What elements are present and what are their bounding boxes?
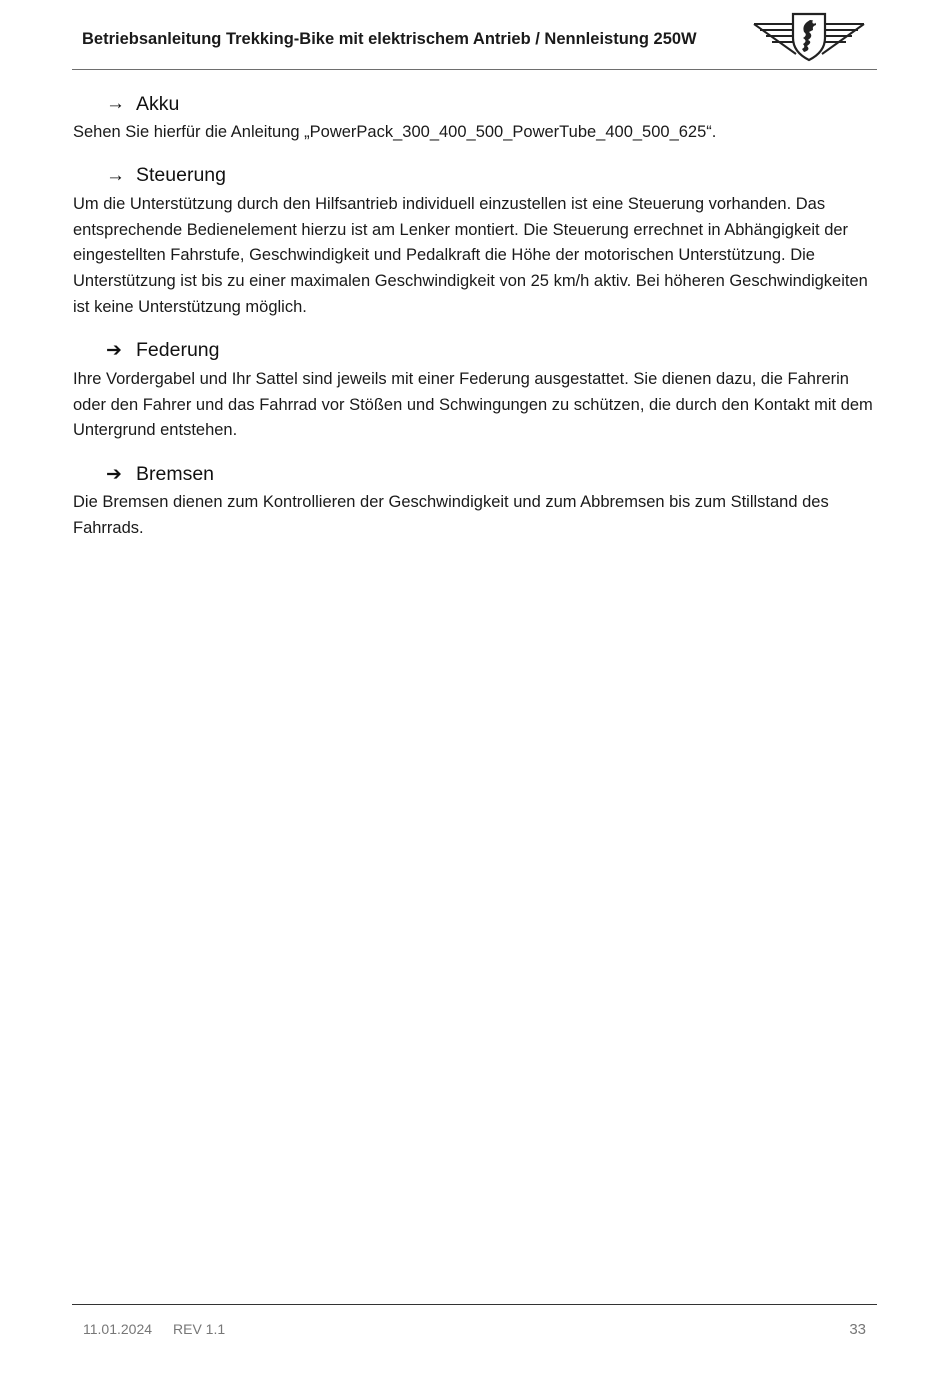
section-heading [106,88,878,120]
paragraph-akku: Sehen Sie hierfür die Anleitung „PowerPack_300_400_500_PowerTube_400_500_625“. [73,123,717,141]
arrow-right-icon: → [106,164,125,186]
section-federung [73,335,878,444]
paragraph-federung: Ihre Vordergabel und Ihr Sattel sind jeweils mit einer Federung ausgestattet. Sie dienen dazu, die Fahrerin oder den Fahrer und das Fahrrad vor Stößen und Schwingungen zu schützen, die durch den Kontakt mit dem Untergrund entstehen. [73,369,873,440]
heading-federung: Federung [136,339,220,362]
heading-steuerung: Steuerung [136,164,226,187]
arrow-right-bold-icon: ➔ [106,463,122,485]
winged-emblem-logo [752,8,866,62]
footer-revision: REV 1.1 [173,1321,226,1337]
section-akku [73,88,878,146]
arrow-right-icon: → [106,93,125,114]
arrow-right-bold-icon: ➔ [106,340,122,362]
section-heading [106,458,878,490]
main-content [73,88,878,556]
page-footer [72,1304,877,1345]
section-steuerung [73,160,878,321]
paragraph-bremsen: Die Bremsen dienen zum Kontrollieren der Geschwindigkeit und zum Abbremsen bis zum Stillstand des Fahrrads. [73,493,829,537]
section-heading [106,160,878,192]
footer-date: 11.01.2024 [83,1321,153,1337]
heading-bremsen: Bremsen [136,462,215,485]
heading-akku: Akku [136,92,180,115]
page-number: 33 [849,1321,866,1338]
section-heading [106,335,878,367]
section-bremsen [73,458,878,542]
header-title: Betriebsanleitung Trekking-Bike mit elektrischem Antrieb / Nennleistung 250W [82,30,697,48]
paragraph-steuerung: Um die Unterstützung durch den Hilfsantrieb individuell einzustellen ist eine Steuerung vorhanden. Das entsprechende Bedienelement hierzu ist am Lenker montiert. Die Steuerung errechnet in Abhängigkeit der eingestellten Fahrstufe, Geschwindigkeit und Pedalkraft die Höhe der motorischen Unterstützung. Die Unterstützung ist bis zu einer maximalen Geschwindigkeit von 25 km/h aktiv. Bei höheren Geschwindigkeiten ist keine Unterstützung möglich. [73,194,868,316]
page-header [72,0,877,70]
